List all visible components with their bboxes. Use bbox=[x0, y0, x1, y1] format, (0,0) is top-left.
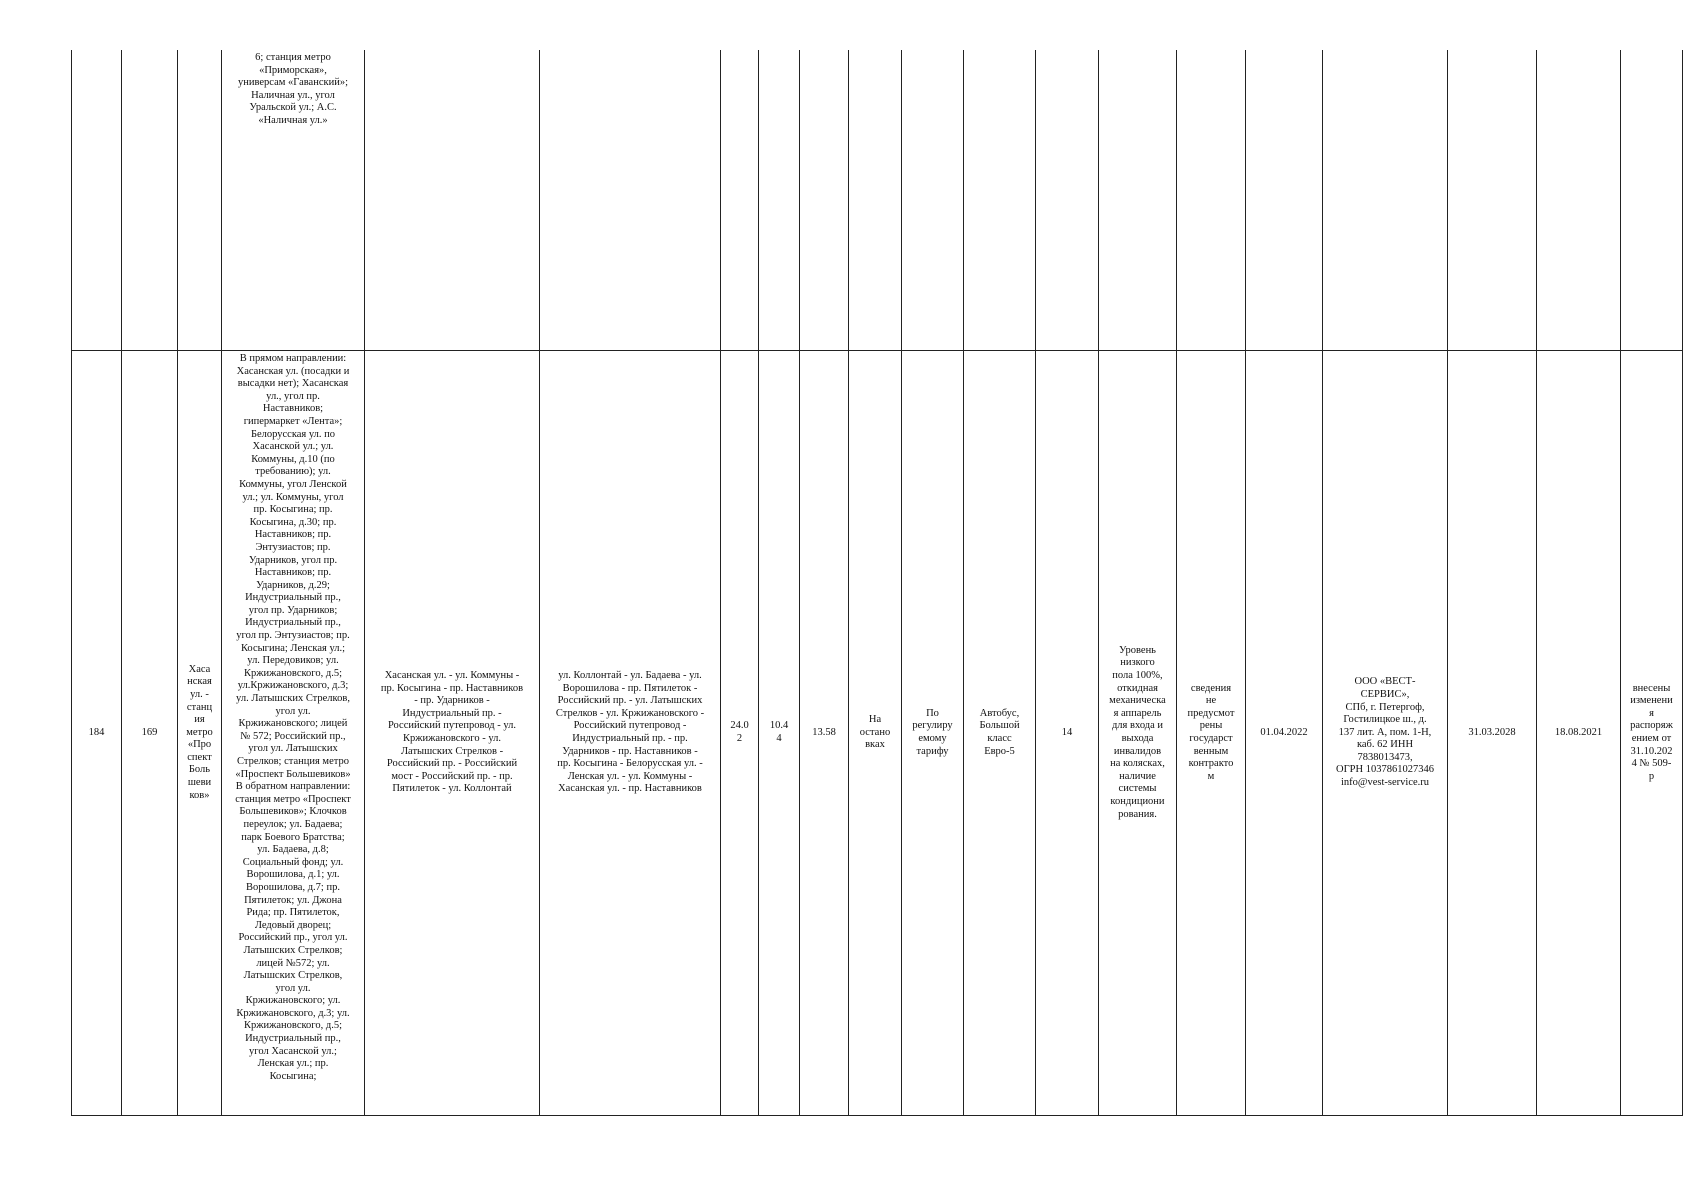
carrier-info: ООО «ВЕСТ- СЕРВИС», СПб, г. Петергоф, Гостилицкое ш., д. 137 лит. А, пом. 1-Н, каб. 62 ИНН 7838013473, ОГРН 1037861027346 info@vest-service.ru bbox=[1323, 351, 1448, 1116]
route-name: Хаса нская ул. - станц ия метро «Про спект Боль шеви ков» bbox=[178, 351, 222, 1116]
cell-empty bbox=[122, 50, 178, 351]
vehicle-type: Автобус, Большой класс Евро-5 bbox=[964, 351, 1036, 1116]
notes: внесены изменени я распоряж ением от 31.10.202 4 № 509- р bbox=[1621, 351, 1683, 1116]
cell-empty bbox=[540, 50, 721, 351]
length-backward: 10.4 4 bbox=[759, 351, 800, 1116]
cell-empty bbox=[178, 50, 222, 351]
cell-empty bbox=[902, 50, 964, 351]
route-registry-table bbox=[71, 50, 1683, 1116]
streets-forward: Хасанская ул. - ул. Коммуны - пр. Косыгина - пр. Наставников - пр. Ударников - Индустриальный пр. - Российский путепровод - ул. Кржижановского - ул. Латышских Стрелков - Российский пр. - Российский мост - Российский пр. - пр. Пятилеток - ул. Коллонтай bbox=[365, 351, 540, 1116]
cell-empty bbox=[365, 50, 540, 351]
cell-empty bbox=[1177, 50, 1246, 351]
cell-empty bbox=[800, 50, 849, 351]
cell-empty bbox=[1099, 50, 1177, 351]
vehicle-count: 14 bbox=[1036, 351, 1099, 1116]
vehicle-characteristics: Уровень низкого пола 100%, откидная механическа я аппарель для входа и выхода инвалидов на колясках, наличие системы кондициони рования. bbox=[1099, 351, 1177, 1116]
stops-cell-continued: 6; станция метро «Приморская», универсам «Гаванский»; Наличная ул., угол Уральской ул.; А.С. «Наличная ул.» bbox=[222, 50, 365, 351]
cell-empty bbox=[1448, 50, 1537, 351]
cell-empty bbox=[1323, 50, 1448, 351]
end-date: 31.03.2028 bbox=[1448, 351, 1537, 1116]
route-number: 169 bbox=[122, 351, 178, 1116]
entry-date: 18.08.2021 bbox=[1537, 351, 1621, 1116]
route-row bbox=[72, 351, 1683, 1116]
stops-list: В прямом направлении: Хасанская ул. (посадки и высадки нет); Хасанская ул., угол пр. Наставников; гипермаркет «Лента»; Белорусская ул. по Хасанской ул.; ул. Коммуны, д.10 (по требованию); ул. Коммуны, угол Ленской ул.; ул. Коммуны, угол пр. Косыгина; пр. Косыгина, д.30; пр. Наставников; пр. Энтузиастов; пр. Ударников, угол пр. Наставников; пр. Ударников, д.29; Индустриальный пр., угол пр. Ударников; Индустриальный пр., угол пр. Энтузиастов; пр. Косыгина; Ленская ул.; ул. Передовиков; ул. Кржижановского, д.5; ул.Кржижановского, д.3; ул. Латышских Стрелков, угол ул. Кржижановского; лицей № 572; Российский пр., угол ул. Латышских Стрелков; станция метро «Проспект Большевиков» В обратном направлении: станция метро «Проспект Большевиков»; Клочков переулок; ул. Бадаева; парк Боевого Братства; ул. Бадаева, д.8; Социальный фонд; ул. Ворошилова, д.1; ул. Ворошилова, д.7; пр. Пятилеток; ул. Джона Рида; пр. Пятилеток, Ледовый дворец; Российский пр., угол ул. Латышских Стрелков; лицей №572; ул. Латышских Стрелков, угол ул. Кржижановского; ул. Кржижановского, д.3; ул. Кржижановского, д.5; Индустриальный пр., угол Хасанской ул.; Ленская ул.; пр. Косыгина; bbox=[222, 351, 365, 1116]
tariff-type: По регулиру емому тарифу bbox=[902, 351, 964, 1116]
cell-empty bbox=[849, 50, 902, 351]
cell-empty bbox=[72, 50, 122, 351]
cell-empty bbox=[1537, 50, 1621, 351]
streets-backward: ул. Коллонтай - ул. Бадаева - ул. Ворошилова - пр. Пятилеток - Российский пр. - ул. Латышских Стрелков - ул. Кржижановского - Российский путепровод - Индустриальный пр. - пр. Ударников - пр. Наставников - пр. Косыгина - Белорусская ул. - Ленская ул. - ул. Коммуны - Хасанская ул. - пр. Наставников bbox=[540, 351, 721, 1116]
cell-empty bbox=[1246, 50, 1323, 351]
length-forward: 24.0 2 bbox=[721, 351, 759, 1116]
registration-number: 184 bbox=[72, 351, 122, 1116]
contract-info: сведения не предусмот рены государст венным контракто м bbox=[1177, 351, 1246, 1116]
cell-empty bbox=[1621, 50, 1683, 351]
cell-empty bbox=[759, 50, 800, 351]
cell-empty bbox=[964, 50, 1036, 351]
cell-empty bbox=[1036, 50, 1099, 351]
stop-order: На остано вках bbox=[849, 351, 902, 1116]
length-total: 13.58 bbox=[800, 351, 849, 1116]
cell-empty bbox=[721, 50, 759, 351]
continuation-row bbox=[72, 50, 1683, 351]
start-date: 01.04.2022 bbox=[1246, 351, 1323, 1116]
